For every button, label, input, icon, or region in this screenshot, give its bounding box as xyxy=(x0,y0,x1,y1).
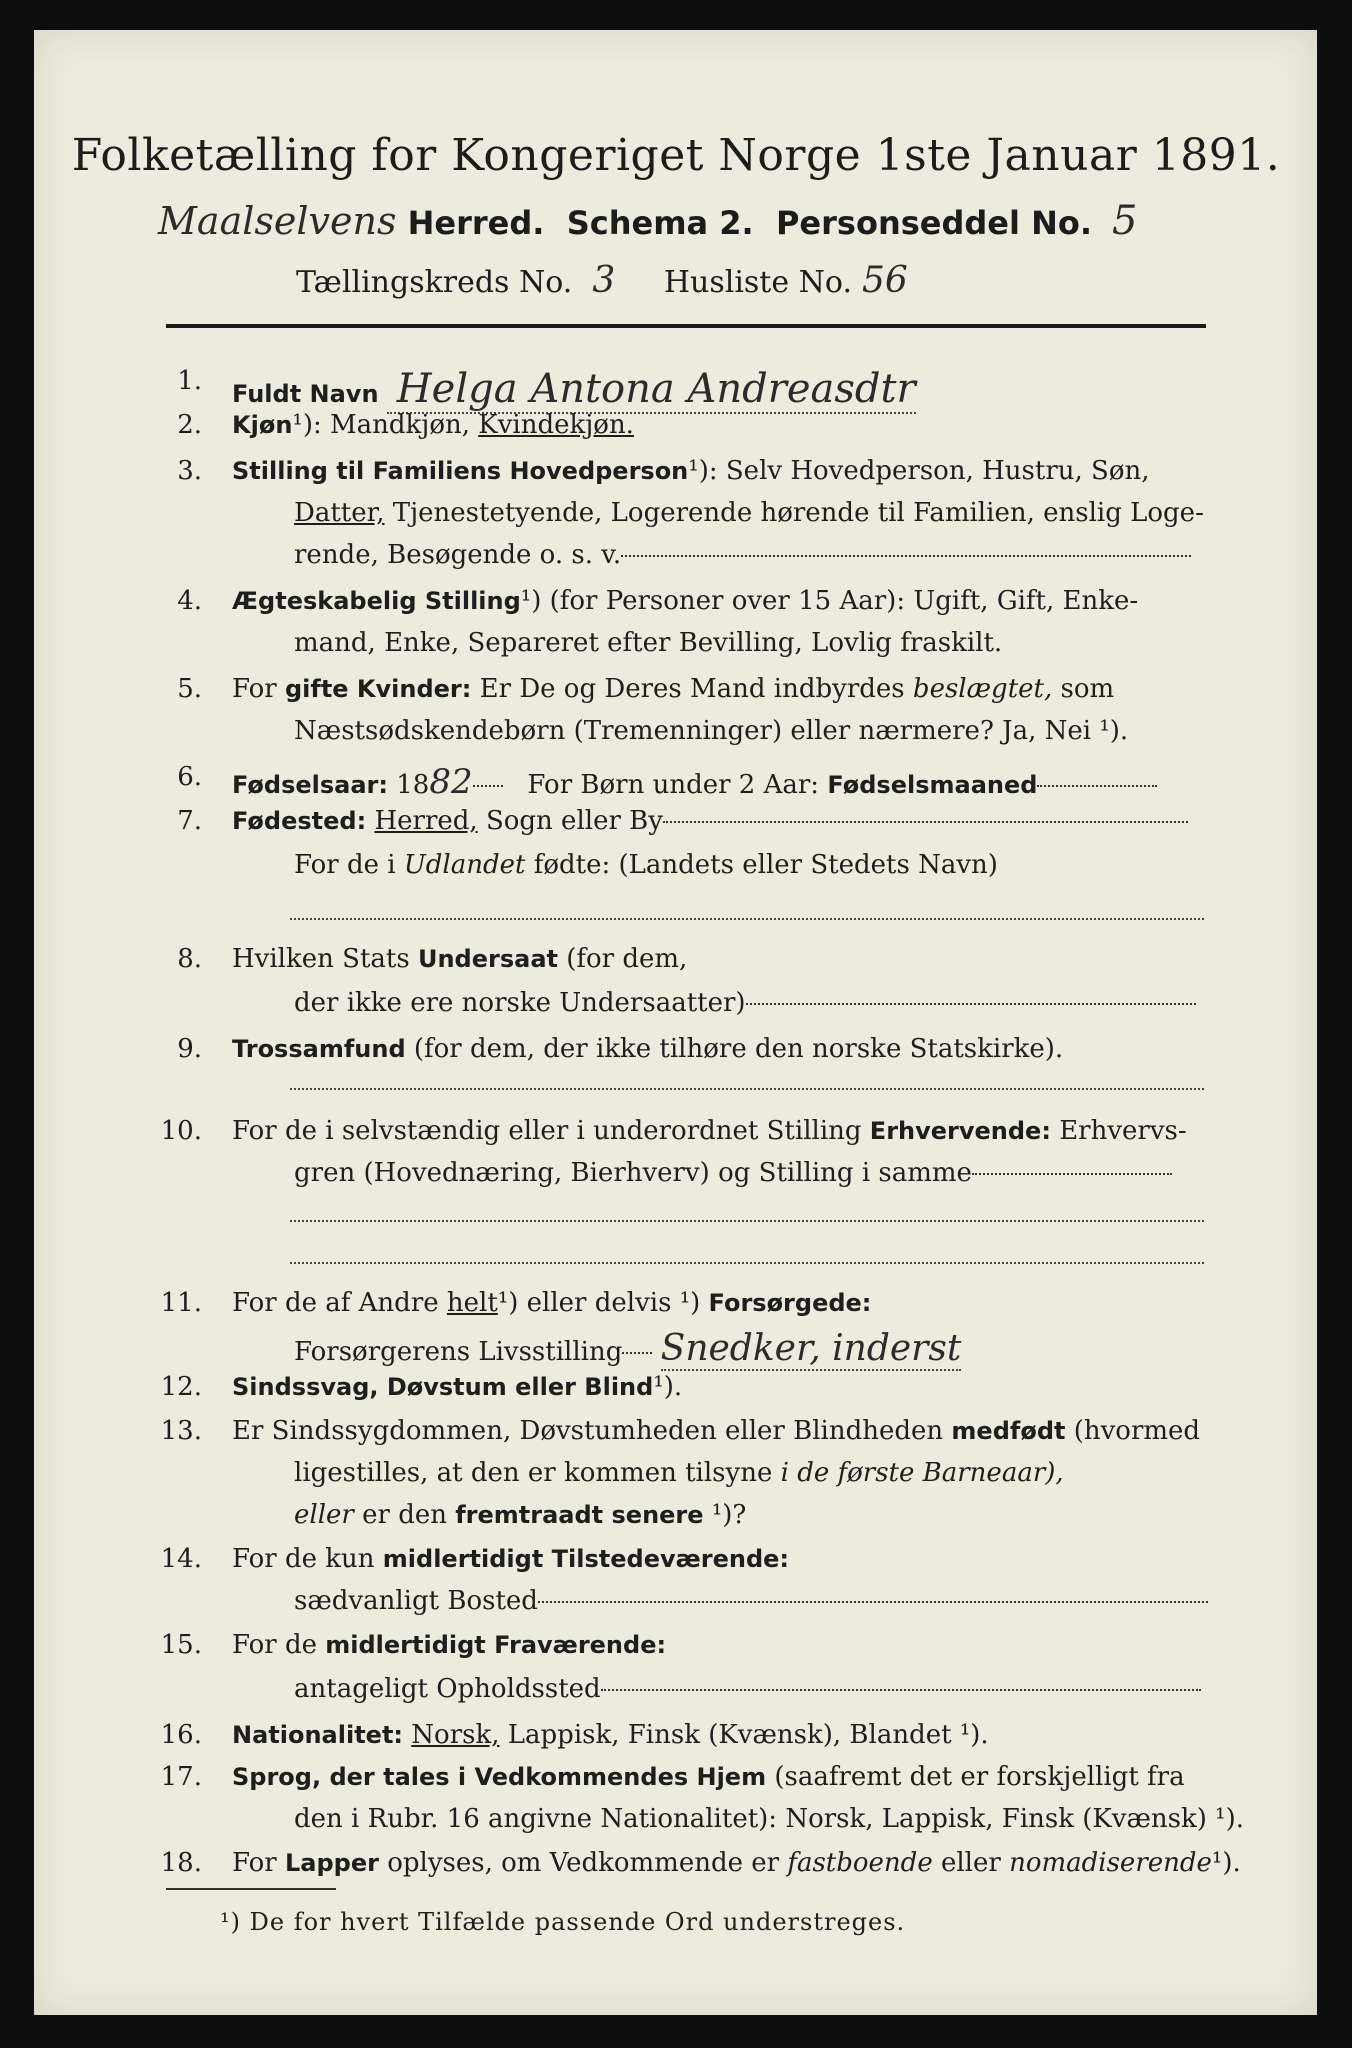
sami-nomadic: nomadiserende xyxy=(1009,1848,1212,1878)
religion-label: Trossamfund xyxy=(232,1035,406,1063)
dotted-fill xyxy=(746,1003,1196,1005)
temporary-absent-pre: For de xyxy=(232,1630,317,1660)
citizenship-label: Undersaat xyxy=(417,945,558,973)
husliste-label: Husliste No. xyxy=(663,265,852,300)
marital-status-options: ¹) (for Personer over 15 Aar): Ugift, Gift, Enke- xyxy=(520,586,1139,616)
married-women-label: gifte Kvinder: xyxy=(284,675,472,703)
usual-residence-label: sædvanligt Bosted xyxy=(294,1586,538,1616)
item-13-line-1 xyxy=(232,1416,1200,1446)
sami-or: eller xyxy=(940,1848,1001,1878)
birthplace-label: Fødested: xyxy=(232,807,367,835)
full-name-label: Fuldt Navn xyxy=(232,380,379,408)
dotted-fill xyxy=(290,1262,1204,1264)
abroad-text: fødte: (Landets eller Stedets Navn) xyxy=(533,850,998,880)
personseddel-label: Personseddel No. xyxy=(775,204,1093,242)
item-number: 14. xyxy=(160,1544,202,1574)
dotted-fill xyxy=(290,918,1204,920)
dotted-fill xyxy=(538,1601,1208,1603)
item-2-line xyxy=(232,410,634,440)
item-number: 17. xyxy=(160,1762,202,1792)
item-number: 15. xyxy=(160,1630,202,1660)
congenital-note: ligestilles, at den er kommen tilsyne xyxy=(294,1458,773,1488)
item-number: 11. xyxy=(160,1288,202,1318)
later-label: fremtraadt senere xyxy=(455,1501,704,1529)
kreds-line xyxy=(296,260,918,301)
item-number: 7. xyxy=(177,806,202,836)
item-17-line-2: den i Rubr. 16 angivne Nationalitet): Norsk, Lappisk, Finsk (Kvænsk) ¹). xyxy=(294,1804,1245,1834)
provider-occupation-label: Forsørgerens Livsstilling xyxy=(294,1337,623,1367)
item-7-line-2 xyxy=(294,850,998,880)
item-number: 18. xyxy=(160,1848,202,1878)
dotted-fill xyxy=(473,785,503,787)
citizenship-note: (for dem, xyxy=(566,944,688,974)
dotted-fill xyxy=(290,1220,1204,1222)
item-5-pre: For xyxy=(232,674,277,704)
family-position-options-2: Tjenestetyende, Logerende hørende til Familien, enslig Loge- xyxy=(384,498,1204,528)
kreds-value: 3 xyxy=(592,260,616,301)
temporary-absent-label: midlertidigt Fraværende: xyxy=(325,1631,667,1659)
herred-line xyxy=(158,198,1157,244)
item-number: 2. xyxy=(177,410,202,440)
item-number: 5. xyxy=(177,674,202,704)
item-5-tail: som xyxy=(1060,674,1115,704)
schema-label: Schema 2. xyxy=(566,204,754,242)
item-5-emphasis: beslægtet, xyxy=(912,674,1053,704)
congenital-tail: (hvormed xyxy=(1073,1416,1201,1446)
gender-options: ¹): Mandkjøn, xyxy=(292,410,470,440)
item-5-line-2: Næstsødskendebørn (Tremenninger) eller nærmere? Ja, Nei ¹). xyxy=(294,716,1129,746)
gender-selected: Kvindekjøn. xyxy=(478,410,634,440)
header-rule xyxy=(166,324,1206,328)
family-position-label: Stilling til Familiens Hovedperson xyxy=(232,457,689,485)
sami-pre: For xyxy=(232,1848,277,1878)
item-13-line-3 xyxy=(294,1500,746,1530)
occupation-tail: Erhvervs- xyxy=(1059,1116,1187,1146)
later-tail: ¹)? xyxy=(711,1500,747,1530)
birth-year-prefix: 18 xyxy=(396,770,430,800)
language-label: Sprog, der tales i Vedkommendes Hjem xyxy=(232,1763,767,1791)
nationality-label: Nationalitet: xyxy=(232,1721,404,1749)
provider-occupation-value: Snedker, inderst xyxy=(660,1328,962,1369)
family-position-options: ¹): Selv Hovedperson, Hustru, Søn, xyxy=(688,456,1150,486)
item-4-line-1 xyxy=(232,586,1138,616)
kreds-label: Tællingskreds No. xyxy=(296,265,573,300)
supported-pre: For de af Andre xyxy=(232,1288,439,1318)
husliste-value: 56 xyxy=(861,260,908,301)
item-13-line-2 xyxy=(294,1458,1064,1488)
item-10-line-1 xyxy=(232,1116,1187,1146)
dotted-fill xyxy=(1037,785,1157,787)
item-4-line-2: mand, Enke, Separeret efter Bevilling, Lovlig fraskilt. xyxy=(294,628,1003,658)
item-11-line-2 xyxy=(294,1328,961,1369)
later-emphasis: eller xyxy=(294,1500,354,1530)
item-number: 6. xyxy=(177,762,202,792)
birthplace-selected: Herred, xyxy=(374,806,478,836)
occupation-label: Erhvervende: xyxy=(869,1117,1051,1145)
item-number: 12. xyxy=(160,1372,202,1402)
congenital-label: medfødt xyxy=(951,1417,1066,1445)
sami-resident: fastboende xyxy=(787,1848,933,1878)
item-8-line-2 xyxy=(294,988,1196,1018)
item-5-line-1 xyxy=(232,674,1114,704)
item-number: 3. xyxy=(177,456,202,486)
item-15-line-2 xyxy=(294,1674,1201,1704)
item-7-line-1 xyxy=(232,806,1188,836)
congenital-pre: Er Sindssygdommen, Døvstumheden eller Blindheden xyxy=(232,1416,944,1446)
citizenship-pre: Hvilken Stats xyxy=(232,944,410,974)
dotted-fill xyxy=(622,1352,652,1354)
birth-year-label: Fødselsaar: xyxy=(232,771,388,799)
item-number: 9. xyxy=(177,1034,202,1064)
temporary-present-label: midlertidigt Tilstedeværende: xyxy=(382,1545,790,1573)
item-17-line-1 xyxy=(232,1762,1185,1792)
language-note: (saafremt det er forskjelligt fra xyxy=(774,1762,1185,1792)
item-3-line-3 xyxy=(294,540,1191,570)
religion-note: (for dem, der ikke tilhøre den norske Statskirke). xyxy=(413,1034,1064,1064)
marital-status-label: Ægteskabelig Stilling xyxy=(232,587,521,615)
item-number: 10. xyxy=(160,1116,202,1146)
full-name-value: Helga Antona Andreasdtr xyxy=(387,366,916,414)
herred-label: Herred. xyxy=(407,204,545,242)
item-18-line xyxy=(232,1848,1241,1878)
dotted-fill xyxy=(290,1088,1204,1090)
dotted-fill xyxy=(621,555,1191,557)
item-10-line-2 xyxy=(294,1158,1172,1188)
abroad-emphasis: Udlandet xyxy=(403,850,526,880)
disability-tail: ¹). xyxy=(653,1372,683,1402)
birth-month-note: For Børn under 2 Aar: xyxy=(527,770,820,800)
herred-value: Maalselvens xyxy=(158,199,397,243)
personseddel-value: 5 xyxy=(1112,198,1138,244)
probable-stay-label: antageligt Opholdssted xyxy=(294,1674,601,1704)
citizenship-note-2: der ikke ere norske Undersaatter) xyxy=(294,988,746,1018)
item-11-line-1 xyxy=(232,1288,871,1318)
sami-tail: ¹). xyxy=(1211,1848,1241,1878)
item-number: 1. xyxy=(177,366,202,396)
dotted-fill xyxy=(972,1173,1172,1175)
item-12-line xyxy=(232,1372,682,1402)
item-14-line-1 xyxy=(232,1544,789,1574)
supported-options: ¹) eller delvis ¹) xyxy=(497,1288,701,1318)
item-5-text: Er De og Deres Mand indbyrdes xyxy=(479,674,905,704)
item-number: 4. xyxy=(177,586,202,616)
later-pre: er den xyxy=(362,1500,447,1530)
item-3-line-1 xyxy=(232,456,1150,486)
occupation-note: gren (Hovednæring, Bierhverv) og Stilling i samme xyxy=(294,1158,972,1188)
supported-label: Forsørgede: xyxy=(708,1289,872,1317)
supported-selected: helt xyxy=(446,1288,498,1318)
footnote-rule xyxy=(166,1888,336,1890)
abroad-pre: For de i xyxy=(294,850,396,880)
sami-text: oplyses, om Vedkommende er xyxy=(387,1848,780,1878)
disability-label: Sindssvag, Døvstum eller Blind xyxy=(232,1373,654,1401)
family-position-selected: Datter, xyxy=(294,498,385,528)
form-title: Folketælling for Kongeriget Norge 1ste Januar 1891. xyxy=(71,130,1281,181)
birthplace-options: Sogn eller By xyxy=(485,806,663,836)
dotted-fill xyxy=(663,821,1188,823)
footnote: ¹) De for hvert Tilfælde passende Ord understreges. xyxy=(220,1908,906,1936)
birth-year-value: 82 xyxy=(429,762,473,802)
sami-label: Lapper xyxy=(284,1849,379,1877)
item-number: 16. xyxy=(160,1720,202,1750)
congenital-emphasis: i de første Barneaar), xyxy=(780,1458,1064,1488)
birth-month-label: Fødselsmaaned xyxy=(827,771,1038,799)
dotted-fill xyxy=(601,1689,1201,1691)
item-number: 8. xyxy=(177,944,202,974)
item-3-line-2 xyxy=(294,498,1204,528)
item-number: 13. xyxy=(160,1416,202,1446)
item-14-line-2 xyxy=(294,1586,1208,1616)
item-8-line-1 xyxy=(232,944,687,974)
item-16-line xyxy=(232,1720,989,1750)
item-9-line xyxy=(232,1034,1063,1064)
nationality-selected: Norsk, xyxy=(411,1720,500,1750)
item-1-line xyxy=(232,366,916,412)
family-position-options-3: rende, Besøgende o. s. v. xyxy=(294,540,622,570)
item-6-line xyxy=(232,762,1157,802)
occupation-pre: For de i selvstændig eller i underordnet Stilling xyxy=(232,1116,862,1146)
nationality-options: Lappisk, Finsk (Kvænsk), Blandet ¹). xyxy=(507,1720,989,1750)
gender-label: Kjøn xyxy=(232,411,293,439)
temporary-present-pre: For de kun xyxy=(232,1544,375,1574)
item-15-line-1 xyxy=(232,1630,666,1660)
